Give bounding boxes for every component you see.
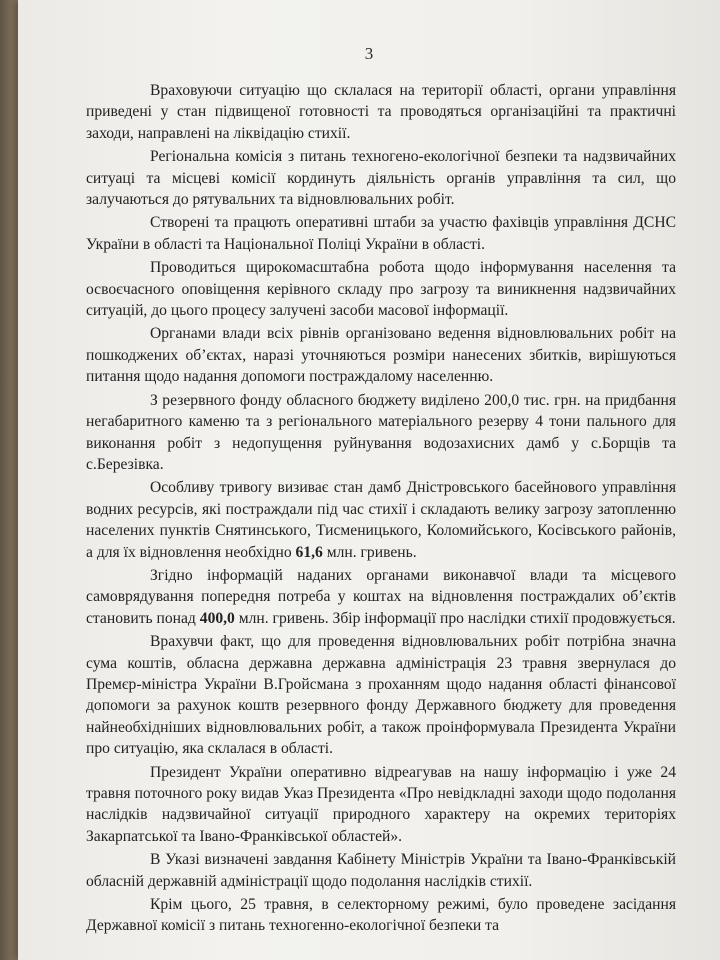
document-body bbox=[86, 80, 676, 939]
paragraph: Крім цього, 25 травня, в селекторному режимі, було проведене засідання Державної комісії з питань техногенно-екологічної безпеки та bbox=[86, 896, 676, 935]
paragraph bbox=[86, 565, 676, 629]
paragraph: Президент України оперативно відреагував на нашу інформацію і уже 24 травня поточного року видав Указ Президента «Про невідкладні заходи щодо подолання наслідків надзвичайної ситуації природного характеру на окремих територіях Закарпатської та Івано-Франківської областей». bbox=[86, 763, 676, 845]
paragraph-text: Особливу тривогу визиває стан дамб Дністровського басейнового управління водних ресурсів, які постраждали під час стихії і складають велику загрозу затопленню населених пунктів Снятинського, Тисменицького, Коломийського, Косівського районів, а для їх відновлення необхідно bbox=[86, 479, 676, 561]
paragraph-text: млн. гривень. bbox=[322, 543, 417, 561]
paragraph: З резервного фонду обласного бюджету виділено 200,0 тис. грн. на придбання негабаритного каменю та з регіонального матеріального резерву 4 тони пального для виконання робіт з недопущення руйнування водозахисних дамб у с.Борщів та с.Березівка. bbox=[86, 391, 676, 473]
amount-highlight: 400,0 bbox=[199, 609, 235, 627]
page-number: 3 bbox=[364, 44, 374, 63]
paragraph-text: Згідно інформацій наданих органами виконавчої влади та місцевого самоврядування попередня потреба у коштах на відновлення постраждалих об’єктів становить понад bbox=[86, 566, 676, 627]
paragraph: В Указі визначені завдання Кабінету Міністрів України та Івано-Франківській обласній державній адміністрації щодо подолання наслідків стихії. bbox=[86, 851, 676, 890]
paragraph: Регіональна комісія з питань техногено-екологічної безпеки та надзвичайних ситуаці та місцеві комісії кординуть діяльність органів управління та сил, що залучаються до рятувальних та відновлювальних робіт. bbox=[86, 148, 676, 209]
document-page bbox=[18, 0, 720, 960]
paragraph: Проводиться щирокомасштабна робота щодо інформування населення та освоєчасного оповіщення керівного складу про загрозу та виникнення надзвичайних ситуацій, до цього процесу залучені засоби масової інформації. bbox=[86, 259, 676, 320]
paragraph bbox=[86, 477, 676, 563]
paragraph-text: млн. гривень. Збір інформації про наслідки стихії продовжується. bbox=[234, 609, 676, 627]
table-edge bbox=[0, 0, 18, 960]
paragraph: Створені та працють оперативні штаби за участю фахівців управління ДСНС України в області та Національної Поліці України в області. bbox=[86, 214, 676, 253]
paragraph: Врахувчи факт, що для проведення відновлювальних робіт потрібна значна сума коштів, обласна державна державна адміністрація 23 травня звернулася до Премєр-міністра України В.Гройсмана з проханням щодо надання області фінансової допомоги за рахунок коштв резервного фонду Державного бюджету для проведення найнеобхідніших відновлювальних робіт, а також проінформувала Президента України про ситуацію, яка склалася в області. bbox=[86, 633, 676, 758]
paragraph: Органами влади всіх рівнів організовано ведення відновлювальних робіт на пошкоджених об’єктах, наразі уточняються розміри нанесених збитків, вирішуються питання щодо надання допомоги постраждалому населенню. bbox=[86, 325, 676, 386]
amount-highlight: 61,6 bbox=[295, 543, 323, 561]
paragraph: Враховуючи ситуацію що склалася на території області, органи управління приведені у стан підвищеної готовності та проводяться організаційні та практичні заходи, направлені на ліквідацію стихії. bbox=[86, 82, 676, 142]
